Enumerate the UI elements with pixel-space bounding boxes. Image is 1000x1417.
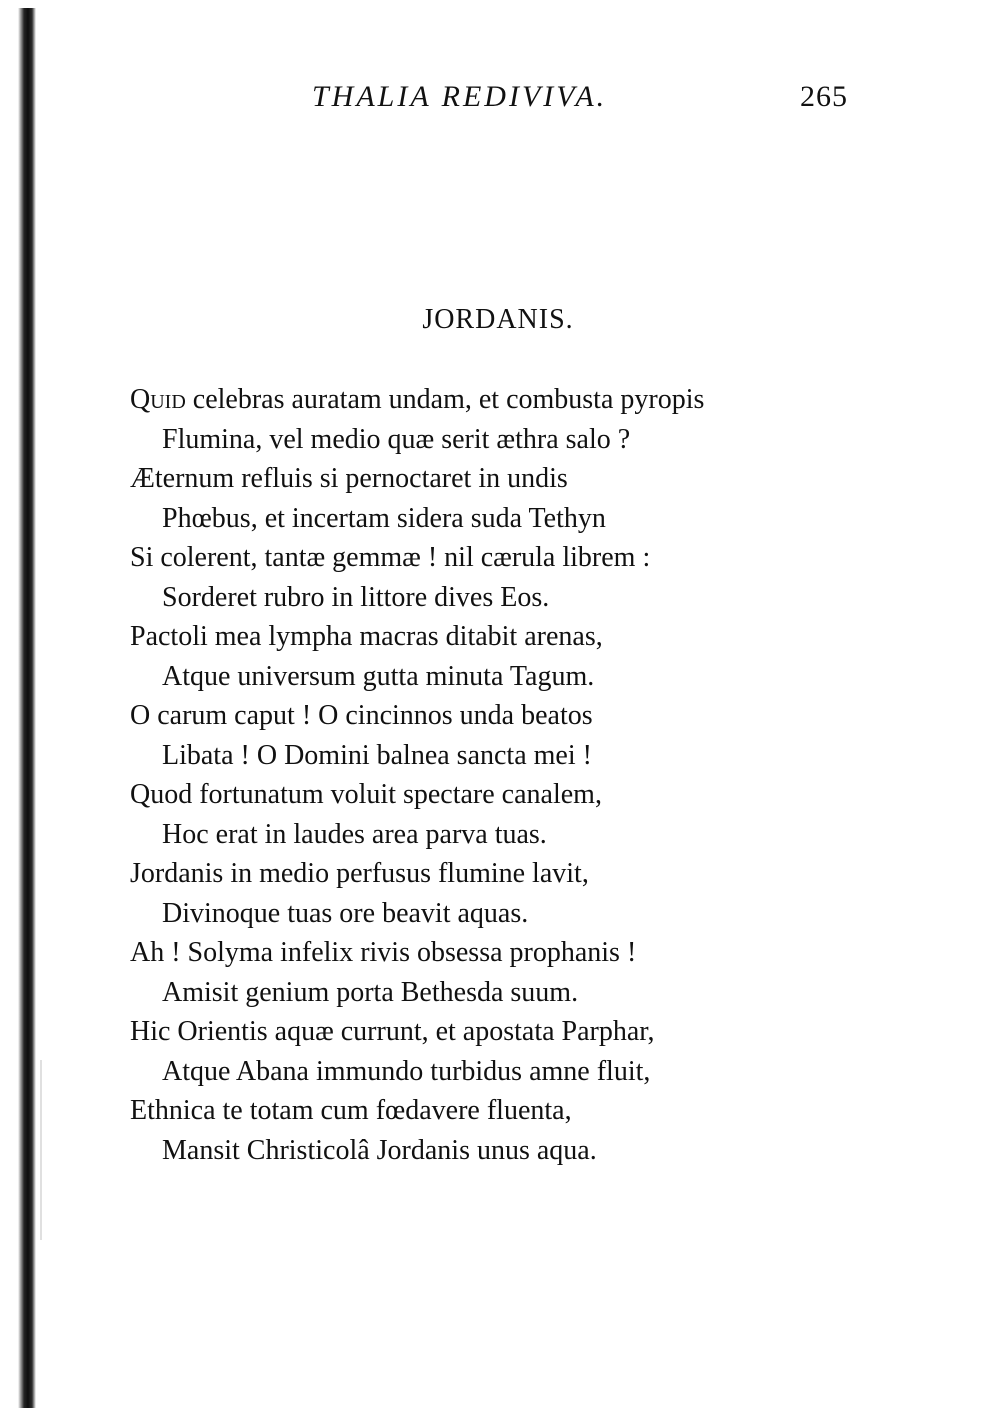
poem-line: Libata ! O Domini balnea sancta mei ! <box>162 739 592 771</box>
poem-line: Sorderet rubro in littore dives Eos. <box>162 581 550 613</box>
book-spine-shadow <box>18 8 36 1408</box>
page-edge-mark <box>40 1060 42 1240</box>
poem-line: Pactoli mea lympha macras ditabit arenas, <box>130 621 603 652</box>
poem-line: Ah ! Solyma infelix rivis obsessa prophanis ! <box>130 937 637 968</box>
poem-line: Divinoque tuas ore beavit aquas. <box>162 897 529 929</box>
poem-line: Quod fortunatum voluit spectare canalem, <box>130 779 602 810</box>
poem-line: Hoc erat in laudes area parva tuas. <box>162 818 547 850</box>
poem-body <box>130 380 950 1170</box>
poem-title-text: JORDANIS. <box>422 304 574 335</box>
poem-line: Æternum refluis si pernoctaret in undis <box>130 463 568 494</box>
poem-line <box>130 380 950 420</box>
poem-title <box>0 304 1000 336</box>
poem-line-text: celebras auratam undam, et combusta pyropis <box>185 384 705 415</box>
poem-line: O carum caput ! O cincinnos unda beatos <box>130 700 593 731</box>
poem-line: Jordanis in medio perfusus flumine lavit, <box>130 858 589 889</box>
poem-line: Atque universum gutta minuta Tagum. <box>162 660 595 692</box>
poem-line: Flumina, vel medio quæ serit æthra salo ? <box>162 423 631 455</box>
poem-line: Hic Orientis aquæ currunt, et apostata Parphar, <box>130 1016 655 1047</box>
poem-line: Ethnica te totam cum fœdavere fluenta, <box>130 1095 572 1126</box>
poem-first-word: Quid <box>130 384 186 415</box>
running-head <box>0 80 1000 120</box>
poem-line: Amisit genium porta Bethesda suum. <box>162 976 579 1008</box>
page-number: 265 <box>800 80 848 113</box>
poem-line: Phœbus, et incertam sidera suda Tethyn <box>162 502 606 534</box>
poem-line: Atque Abana immundo turbidus amne fluit, <box>162 1055 651 1087</box>
poem-line: Si colerent, tantæ gemmæ ! nil cærula librem : <box>130 542 651 573</box>
poem-line: Mansit Christicolâ Jordanis unus aqua. <box>162 1134 597 1166</box>
running-title: THALIA REDIVIVA. <box>312 80 608 113</box>
